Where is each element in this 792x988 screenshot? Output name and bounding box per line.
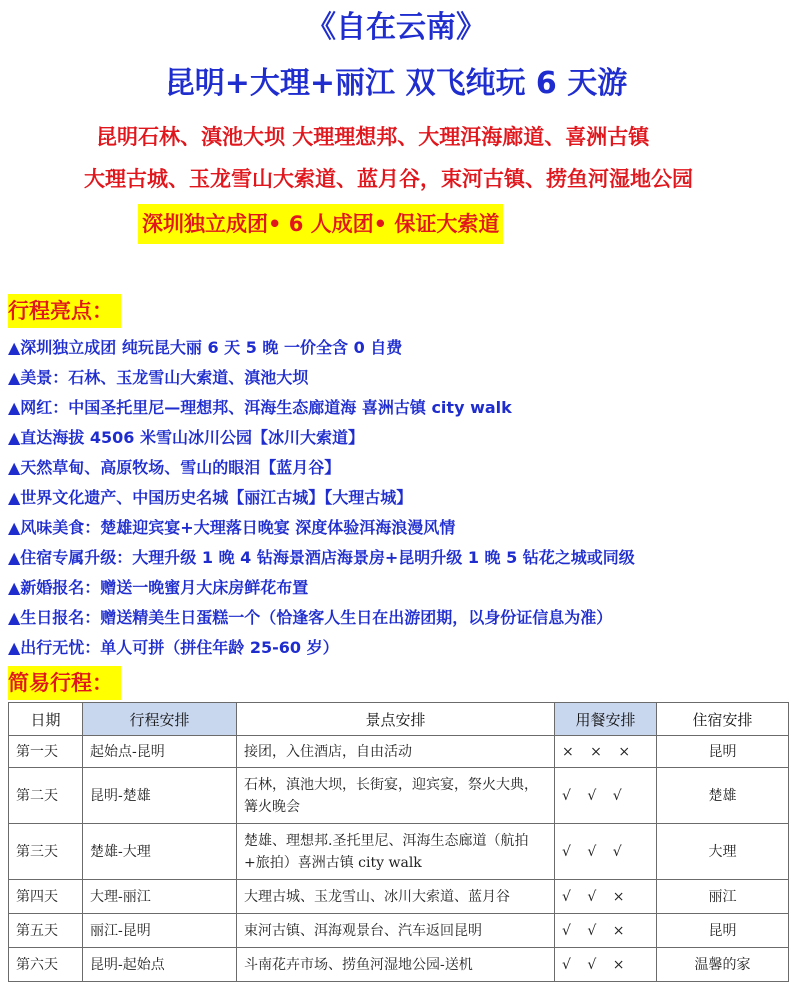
cell-spots: 石林，滇池大坝，长街宴，迎宾宴，祭火大典，篝火晚会	[237, 768, 555, 824]
highlight-item: ▲新婚报名：赠送一晚蜜月大床房鲜花布置	[8, 578, 309, 597]
cell-stay: 昆明	[657, 914, 789, 948]
cell-route: 昆明-楚雄	[83, 768, 237, 824]
cell-stay: 昆明	[657, 736, 789, 768]
cell-route: 起始点-昆明	[83, 736, 237, 768]
table-row	[9, 824, 789, 880]
highlight-item: ▲网红：中国圣托里尼—理想邦、洱海生态廊道海 喜洲古镇 city walk	[8, 398, 512, 417]
tagline-banner: 深圳独立成团• 6 人成团• 保证大索道	[138, 204, 503, 244]
spots-line-2: 大理古城、玉龙雪山大索道、蓝月谷，束河古镇、捞鱼河湿地公园	[84, 167, 693, 191]
table-row	[9, 768, 789, 824]
cell-meals: √ √ √	[555, 768, 657, 824]
itinerary-table	[8, 702, 789, 982]
col-route: 行程安排	[83, 703, 237, 736]
tour-subtitle: 昆明+大理+丽江 双飞纯玩 6 天游	[164, 66, 628, 101]
cell-day: 第六天	[9, 948, 83, 982]
cell-stay: 温馨的家	[657, 948, 789, 982]
spots-line-1: 昆明石林、滇池大坝 大理理想邦、大理洱海廊道、喜洲古镇	[96, 125, 650, 149]
table-row	[9, 914, 789, 948]
page-title: 《自在云南》	[306, 10, 486, 45]
highlight-item: ▲天然草甸、高原牧场、雪山的眼泪【蓝月谷】	[8, 458, 341, 477]
cell-route: 昆明-起始点	[83, 948, 237, 982]
cell-meals: √ √ ×	[555, 914, 657, 948]
cell-day: 第二天	[9, 768, 83, 824]
table-row	[9, 880, 789, 914]
highlight-item: ▲风味美食：楚雄迎宾宴+大理落日晚宴 深度体验洱海浪漫风情	[8, 518, 456, 537]
cell-day: 第一天	[9, 736, 83, 768]
cell-spots: 束河古镇、洱海观景台、汽车返回昆明	[237, 914, 555, 948]
cell-day: 第五天	[9, 914, 83, 948]
cell-stay: 丽江	[657, 880, 789, 914]
cell-meals: √ √ ×	[555, 880, 657, 914]
col-date: 日期	[9, 703, 83, 736]
cell-route: 楚雄-大理	[83, 824, 237, 880]
col-spots: 景点安排	[237, 703, 555, 736]
highlight-item: ▲美景：石林、玉龙雪山大索道、滇池大坝	[8, 368, 309, 387]
highlights-list	[8, 333, 635, 663]
highlight-item: ▲住宿专属升级：大理升级 1 晚 4 钻海景酒店海景房+昆明升级 1 晚 5 钻花之城或同级	[8, 548, 635, 567]
cell-stay: 楚雄	[657, 768, 789, 824]
cell-meals: √ √ ×	[555, 948, 657, 982]
cell-spots: 接团，入住酒店，自由活动	[237, 736, 555, 768]
cell-day: 第四天	[9, 880, 83, 914]
highlight-item: ▲深圳独立成团 纯玩昆大丽 6 天 5 晚 一价全含 0 自费	[8, 338, 403, 357]
cell-stay: 大理	[657, 824, 789, 880]
cell-meals: × × ×	[555, 736, 657, 768]
cell-spots: 楚雄、理想邦.圣托里尼、洱海生态廊道（航拍+旅拍）喜洲古镇 city walk	[237, 824, 555, 880]
table-row	[9, 736, 789, 768]
itinerary-heading: 简易行程：	[8, 666, 121, 700]
table-header-row	[9, 703, 789, 736]
highlight-item: ▲出行无忧：单人可拼（拼住年龄 25-60 岁）	[8, 638, 339, 657]
cell-day: 第三天	[9, 824, 83, 880]
cell-meals: √ √ √	[555, 824, 657, 880]
cell-spots: 大理古城、玉龙雪山、冰川大索道、蓝月谷	[237, 880, 555, 914]
highlight-item: ▲生日报名：赠送精美生日蛋糕一个（恰逢客人生日在出游团期，以身份证信息为准）	[8, 608, 613, 627]
cell-route: 丽江-昆明	[83, 914, 237, 948]
table-row	[9, 948, 789, 982]
cell-spots: 斗南花卉市场、捞鱼河湿地公园-送机	[237, 948, 555, 982]
highlight-item: ▲世界文化遗产、中国历史名城【丽江古城】【大理古城】	[8, 488, 413, 507]
col-meals: 用餐安排	[555, 703, 657, 736]
cell-route: 大理-丽江	[83, 880, 237, 914]
col-stay: 住宿安排	[657, 703, 789, 736]
highlight-item: ▲直达海拔 4506 米雪山冰川公园【冰川大索道】	[8, 428, 364, 447]
highlights-heading: 行程亮点：	[8, 294, 121, 328]
